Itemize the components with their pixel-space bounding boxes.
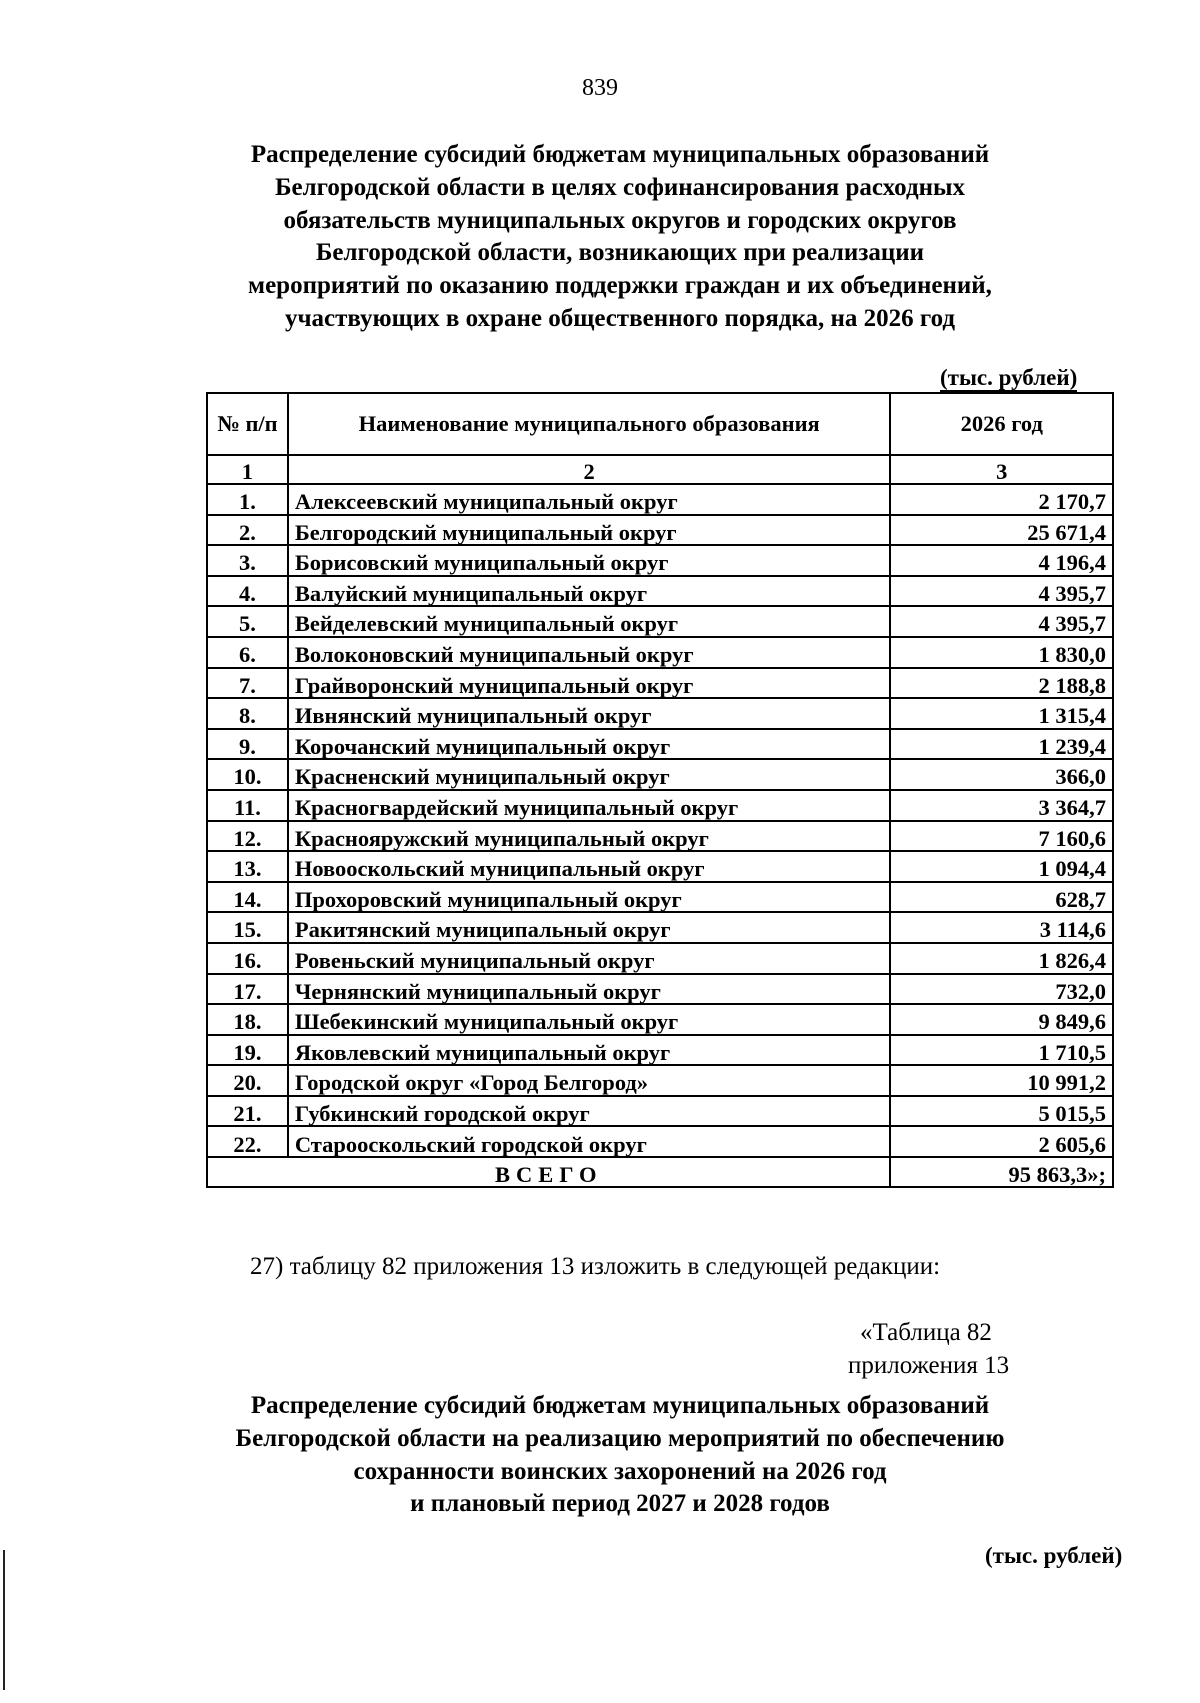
row-value: 1 094,4 [890,851,1113,882]
scan-edge-mark [3,1550,5,1690]
table-row [207,1065,1113,1096]
row-name: Борисовский муниципальный округ [288,545,891,576]
table-caption [848,1316,1010,1382]
table-row [207,515,1113,546]
row-name: Белгородский муниципальный округ [288,515,891,546]
row-value: 5 015,5 [890,1096,1113,1127]
row-value: 1 830,0 [890,637,1113,668]
row-number: 14. [207,882,288,913]
title-line: участвующих в охране общественного порядка, на 2026 год [284,304,956,332]
row-name: Ровеньский муниципальный округ [288,943,891,974]
caption-line-appendix: приложения 13 [848,1352,1010,1379]
row-value: 1 239,4 [890,729,1113,760]
row-value: 10 991,2 [890,1065,1113,1096]
title-line: Распределение субсидий бюджетам муниципальных образований [250,141,990,168]
row-name: Алексеевский муниципальный округ [288,484,891,515]
column-number: 3 [890,455,1113,484]
subsidy-table [206,392,1114,1188]
table-row [207,668,1113,699]
row-value: 25 671,4 [890,515,1113,546]
row-name: Грайворонский муниципальный округ [288,668,891,699]
caption-line-table: «Таблица 82 [860,1319,992,1346]
table-row [207,729,1113,760]
row-name: Волоконовский муниципальный округ [288,637,891,668]
row-value: 9 849,6 [890,1004,1113,1035]
table-row [207,484,1113,515]
title-line: сохранности воинских захоронений на 2026 год [353,1457,887,1485]
page-number: 839 [582,75,618,101]
row-name: Ракитянский муниципальный округ [288,912,891,943]
table-row [207,974,1113,1005]
row-number: 22. [207,1126,288,1157]
table-row [207,576,1113,607]
table-row [207,1126,1113,1157]
row-name: Губкинский городской округ [288,1096,891,1127]
row-value: 2 170,7 [890,484,1113,515]
title-line: и плановый период 2027 и 2028 годов [410,1490,830,1518]
row-number: 2. [207,515,288,546]
table-row [207,759,1113,790]
header-number: № п/п [207,393,288,455]
table-row [207,1096,1113,1127]
row-value: 7 160,6 [890,821,1113,852]
row-number: 7. [207,668,288,699]
row-number: 21. [207,1096,288,1127]
row-number: 1. [207,484,288,515]
table-row [207,851,1113,882]
row-number: 20. [207,1065,288,1096]
row-value: 4 395,7 [890,606,1113,637]
row-name: Ивнянский муниципальный округ [288,698,891,729]
row-name: Красненский муниципальный округ [288,759,891,790]
row-value: 4 196,4 [890,545,1113,576]
row-number: 18. [207,1004,288,1035]
row-value: 4 395,7 [890,576,1113,607]
row-value: 1 315,4 [890,698,1113,729]
row-value: 732,0 [890,974,1113,1005]
row-number: 11. [207,790,288,821]
row-number: 9. [207,729,288,760]
row-value: 2 605,6 [890,1126,1113,1157]
units-label-2: (тыс. рублей) [985,1543,1123,1568]
table-total-row [207,1157,1113,1187]
title-line: Распределение субсидий бюджетам муниципальных образований [250,1392,990,1419]
row-name: Чернянский муниципальный округ [288,974,891,1005]
table-row [207,1035,1113,1066]
row-name: Шебекинский муниципальный округ [288,1004,891,1035]
title-line: Белгородской области на реализацию мероприятий по обеспечению [235,1424,1005,1452]
header-year: 2026 год [890,393,1113,455]
row-number: 19. [207,1035,288,1066]
column-number: 2 [288,455,891,484]
header-name: Наименование муниципального образования [288,393,891,455]
total-label: ВСЕГО [207,1157,890,1187]
title-line: мероприятий по оказанию поддержки граждан и их объединений, [248,272,992,300]
units-label [940,366,1102,389]
table-header-row [207,393,1113,455]
row-number: 12. [207,821,288,852]
table-row [207,912,1113,943]
row-name: Корочанский муниципальный округ [288,729,891,760]
title-line: Белгородской области, возникающих при реализации [315,239,925,267]
row-name: Новооскольский муниципальный округ [288,851,891,882]
table-row [207,882,1113,913]
row-name: Валуйский муниципальный округ [288,576,891,607]
row-value: 2 188,8 [890,668,1113,699]
title-line: Белгородской области в целях софинансирования расходных [274,173,966,201]
row-number: 5. [207,606,288,637]
table-title-war-graves [175,1390,1065,1521]
units-label-text: (тыс. рублей) [940,365,1078,390]
row-number: 4. [207,576,288,607]
row-number: 13. [207,851,288,882]
table-row [207,698,1113,729]
table-row [207,606,1113,637]
row-number: 8. [207,698,288,729]
table-row [207,1004,1113,1035]
row-name: Яковлевский муниципальный округ [288,1035,891,1066]
row-value: 366,0 [890,759,1113,790]
amendment-instruction: 27) таблицу 82 приложения 13 изложить в следующей редакции: [250,1253,941,1280]
table-row [207,943,1113,974]
table-title-subsidies-public-order [180,139,1060,336]
row-name: Городской округ «Город Белгород» [288,1065,891,1096]
row-number: 16. [207,943,288,974]
table-row [207,821,1113,852]
row-name: Старооскольский городской округ [288,1126,891,1157]
row-value: 1 710,5 [890,1035,1113,1066]
total-value: 95 863,3»; [890,1157,1113,1187]
column-number: 1 [207,455,288,484]
row-number: 3. [207,545,288,576]
table-row [207,790,1113,821]
row-number: 6. [207,637,288,668]
row-value: 628,7 [890,882,1113,913]
row-number: 15. [207,912,288,943]
table-row [207,545,1113,576]
row-name: Вейделевский муниципальный округ [288,606,891,637]
row-value: 3 364,7 [890,790,1113,821]
row-value: 3 114,6 [890,912,1113,943]
table-row [207,637,1113,668]
row-name: Красногвардейский муниципальный округ [288,790,891,821]
row-name: Прохоровский муниципальный округ [288,882,891,913]
title-line: обязательств муниципальных округов и городских округов [283,206,957,234]
row-number: 17. [207,974,288,1005]
column-numbers-row [207,455,1113,484]
row-number: 10. [207,759,288,790]
row-name: Краснояружский муниципальный округ [288,821,891,852]
row-value: 1 826,4 [890,943,1113,974]
